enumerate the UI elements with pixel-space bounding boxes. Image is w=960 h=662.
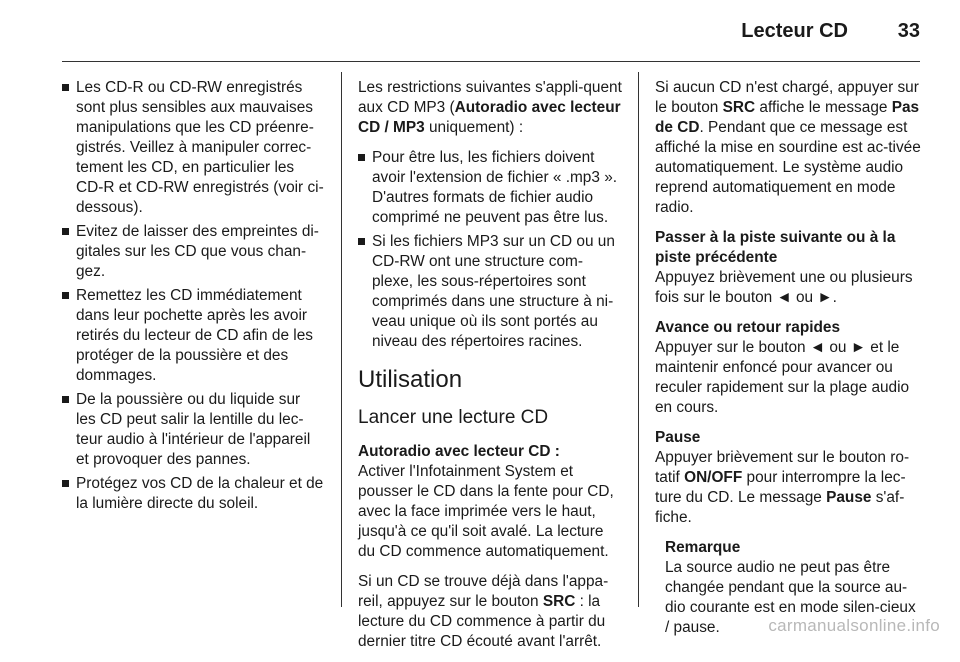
square-bullet-icon <box>358 154 365 161</box>
list-item: Evitez de laisser des empreintes di-gitales sur les CD que vous chan-gez. <box>62 222 324 282</box>
page-header <box>0 0 960 62</box>
list-item: Les CD-R ou CD-RW enregistrés sont plus sensibles aux mauvaises manipulations que les CD préenre-gistrés. Veillez à manipuler correc-tement les CD, en particulier les CD-R et CD-RW enregistrés (voir ci-dessous). <box>62 78 324 218</box>
list-item: Remettez les CD immédiatement dans leur pochette après les avoir retirés du lecteur de CD afin de les protéger de la poussière et des dommages. <box>62 286 324 386</box>
page-title: Lecteur CD <box>741 20 848 42</box>
fast-forward-paragraph: Avance ou retour rapides Appuyer sur le bouton ◄ ou ► et le maintenir enfoncé pour avancer ou reculer rapidement sur la plage audio en cours. <box>655 319 910 416</box>
column-3 <box>655 78 921 638</box>
square-bullet-icon <box>62 228 69 235</box>
list-item: Protégez vos CD de la chaleur et de la lumière directe du soleil. <box>62 474 324 514</box>
no-cd-paragraph: Si aucun CD n'est chargé, appuyer sur le bouton SRC affiche le message Pas de CD. Pendant que ce message est affiché la mise en sourdine est ac-tivée automatiquement. Le système audio reprend automatiquement en mode radio. <box>655 79 921 216</box>
list-item: De la poussière ou du liquide sur les CD peut salir la lentille du lec-teur audio à l'intérieur de l'appareil et provoquer des pannes. <box>62 390 324 470</box>
list-item: Pour être lus, les fichiers doivent avoir l'extension de fichier « .mp3 ». D'autres formats de fichier audio comprimé ne peuvent pas être lus. <box>358 148 622 228</box>
square-bullet-icon <box>62 292 69 299</box>
column-divider-1 <box>341 72 342 607</box>
column-2 <box>358 78 622 662</box>
header-divider <box>62 61 920 62</box>
note-label: Remarque <box>665 539 741 556</box>
square-bullet-icon <box>62 396 69 403</box>
autoradio-paragraph: Autoradio avec lecteur CD : Activer l'Infotainment System et pousser le CD dans la fente pour CD, avec la face imprimée vers le haut, jusqu'à ce qu'il soit avalé. La lecture du CD commence automatiquement. <box>358 443 614 560</box>
square-bullet-icon <box>62 480 69 487</box>
list-item: Si les fichiers MP3 sur un CD ou un CD-RW ont une structure com-plexe, les sous-répertoires sont comprimés dans une structure à ni-veau unique où ils sont portés au niveau des répertoires racines. <box>358 232 622 352</box>
section-title: Utilisation <box>358 366 463 393</box>
page-number: 33 <box>897 20 920 42</box>
note-text: La source audio ne peut pas être changée pendant que la source au-dio courante est en mode silen-cieux / pause. <box>665 559 916 636</box>
square-bullet-icon <box>62 84 69 91</box>
cd-care-list <box>62 78 324 514</box>
mp3-restrictions-intro: Les restrictions suivantes s'appli-quent aux CD MP3 (Autoradio avec lecteur CD / MP3 uniquement) : <box>358 79 622 136</box>
column-divider-2 <box>638 72 639 607</box>
mp3-restrictions-list <box>358 148 622 352</box>
src-paragraph: Si un CD se trouve déjà dans l'appa-reil, appuyez sur le bouton SRC : la lecture du CD commence à partir du dernier titre CD écouté avant l'arrêt. <box>358 573 609 650</box>
square-bullet-icon <box>358 238 365 245</box>
watermark: carmanualsonline.info <box>768 616 940 635</box>
column-1 <box>62 78 324 518</box>
subsection-title: Lancer une lecture CD <box>358 407 549 428</box>
pause-paragraph: Pause Appuyer brièvement sur le bouton ro-tatif ON/OFF pour interrompre la lec-ture du CD. Le message Pause s'af-fiche. <box>655 429 910 526</box>
next-track-paragraph: Passer à la piste suivante ou à la piste précédente Appuyez brièvement une ou plusieurs fois sur le bouton ◄ ou ►. <box>655 229 913 306</box>
